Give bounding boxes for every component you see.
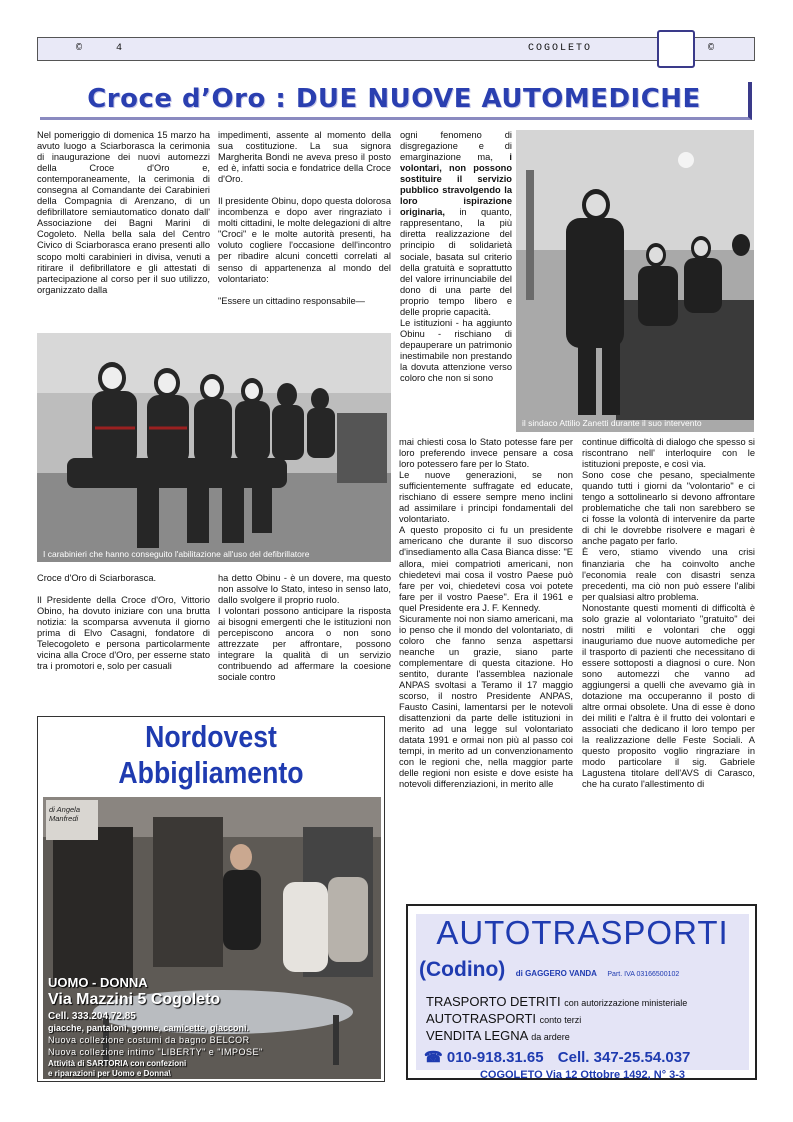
page-header [37, 37, 755, 61]
autotrasporti-advertisement [406, 904, 757, 1080]
service-legna-note: da ardere [531, 1032, 570, 1042]
ad-line-repairs: e riparazioni per Uomo e Donna\ [48, 1069, 171, 1078]
copyright-symbol-left: © [76, 43, 85, 54]
paragraph: Le nuove generazioni, se non sufficientemente suffragate ed educate, rischiano di essere sempre meno inclini ad assimilare i principi fondamentali del volontariato. [399, 470, 573, 525]
paragraph: ha detto Obinu - è un dovere, ma questo non assolve lo Stato, inteso in senso lato, dallo svolgere il proprio ruolo. [218, 573, 391, 606]
mayor-photo-caption: il sindaco Attilio Zanetti durante il suo intervento [522, 418, 702, 428]
service-detriti: TRASPORTO DETRITI [426, 994, 561, 1009]
nordovest-advertisement [37, 716, 385, 1082]
paragraph: Croce d'Oro di Sciarborasca. [37, 573, 157, 583]
ad-owner: di GAGGERO VANDA [515, 969, 597, 978]
page-number: 4 [116, 43, 125, 54]
ad-title-line1: Nordovest [145, 719, 277, 754]
ad-cell: Cell. 347-25.54.037 [557, 1049, 691, 1066]
section-name: COGOLETO [528, 43, 593, 54]
service-autotrasporti-note: conto terzi [539, 1015, 582, 1025]
column-1-top [37, 130, 210, 296]
ad-title-line2: Abbigliamento [118, 755, 304, 790]
paragraph: Nonostante questi momenti di difficoltà è solo grazie al volontariato "gratuito" dei nostri militi e volontari che oggi inauguriamo due nuove automediche per il trasporto di pazienti che necessitano di essere sottoposti a diagnosi o cure. Non sono automezzi che vanno ad aggiungersi a quelli che avevamo già in dotazione ma occuperanno il posto di altre ormai obsolete. Una di esse è dono dei militi e l'altra è il frutto dei volontari e associati che dedicano il loro tempo per la realizzazione delle Feste Sociali. A questo proposito voglio ringraziare in modo particolare il sig. Gabriele Lagustena titolare dell'AVS di Carasco, che ha curato l'allestimento di [582, 602, 755, 790]
ad-line-swimwear: Nuova collezione costumi da bagno BELCOR [48, 1035, 250, 1045]
service-autotrasporti: AUTOTRASPORTI [426, 1011, 537, 1026]
copyright-symbol-right: © [708, 43, 717, 54]
paragraph: Il Presidente della Croce d'Oro, Vittorio Obino, ha dovuto iniziare con una brutta notizia: la scomparsa avvenuta il giorno prima di Elvo Casagni, fondatore di Telecogoleto e persona particolarmente vicina alla Croce d'Oro, per esserne stato tra i promotori e, solo per casuali [37, 595, 210, 672]
ad-signature: di Angela Manfredi [49, 805, 80, 823]
paragraph: Sicuramente noi non siamo americani, ma io penso che il mondo del volontariato, di coloro che fanno senza aspettarsi neanche un grazie, siano parte complementare di questa citazione. Ho sentito, durante l'assemblea nazionale ANPAS svoltasi a Teramo il 17 maggio scorso, il nostro Presidente ANPAS, Fausto Casini, lamentarsi per le notevoli disattenzioni da parte delle istituzioni in merito ad una legge sul volontariato datata 1991 e ormai non più al passo coi tempi, in merito ad un convenzionamento con le regioni che, nella maggior parte delle regioni non esiste e dove esiste ha notevoli differenziazioni, in merito alle [399, 613, 573, 790]
mayor-photo [516, 130, 754, 432]
ad-panel [416, 914, 749, 1081]
ad-subtitle: (Codino) [419, 958, 506, 981]
carabinieri-photo-caption: I carabinieri che hanno conseguito l'abilitazione all'uso del defibrillatore [43, 549, 310, 559]
paragraph: continue difficoltà di dialogo che spesso si riscontrano nell' interloquire con le istituzioni preposte, e così via. [582, 437, 755, 470]
paragraph: Il presidente Obinu, dopo questa dolorosa incombenza e dopo aver ringraziato i molti cittadini, le molte delegazioni di altre "Croci" e le molte autorità presenti, ha voluto cogliere l'occasione dell'incontro per ribadire alcuni concetti correlati al senso di appartenenza al mondo del volontariato: [218, 196, 391, 284]
column-4-bottom [582, 437, 755, 791]
column-1-bottom [37, 573, 210, 672]
ad-vat: Part. IVA 03166500102 [607, 971, 680, 978]
service-detriti-note: con autorizzazione ministeriale [564, 998, 688, 1008]
article-title-banner [40, 82, 752, 120]
column-3-bottom [399, 437, 573, 791]
ad-line-phone: Cell. 333.204.72.85 [48, 1011, 136, 1022]
bold-quote: i volontari, non possono sostituire il servizio pubblico stravolgendo la loro ispirazione originaria, [400, 152, 512, 218]
article-title: Croce d’Oro : DUE NUOVE AUTOMEDICHE [87, 84, 701, 114]
paragraph: mai chiesti cosa lo Stato potesse fare per loro preferendo invece pensare a cosa loro potessero fare per lo Stato. [399, 437, 573, 470]
paragraph: Le istituzioni - ha aggiunto Obinu - rischiano di depauperare un patrimonio inestimabile non prestando la dovuta attenzione verso coloro che non si sono [400, 317, 512, 384]
paragraph: in quanto, rappresentano, la più diretta realizzazione del principio di solidarietà sociale, basata sul criterio della gratuità e soprattutto del valore irrinunciabile del dono di una parte del proprio tempo libero e delle proprie capacità. [400, 207, 512, 317]
ad-title: AUTOTRASPORTI [436, 914, 729, 951]
paragraph: I volontari possono anticipare la risposta ai bisogni emergenti che le istituzioni non percepiscono ancora o non sono attrezzate per affrontare, possono integrare la qualità di un servizio contribuendo ad affermare la coesione sociale contro [218, 606, 391, 683]
paragraph: Sono cose che pesano, specialmente quando tutti i giorni da "volontario" e ci tengo a sottolinearlo si devono affrontare problematiche che tali non sarebbero se ci fosse la volontà di intervenire da parte di chi le dovrebbe risolvere e magari è anche pagato per farlo. [582, 470, 755, 547]
paragraph: A questo proposito ci fu un presidente americano che durante il suo discorso d'insediamento alla Casa Bianca disse: "E allora, miei compatrioti americani, non chiedetevi mai cosa il vostro Paese può fare per voi, chiedetevi cosa voi potete fare per il vostro Paese". Era il 1961 e quel Presidente era J. F. Kennedy. [399, 525, 573, 613]
column-3-top [400, 130, 512, 384]
paragraph: Nel pomeriggio di domenica 15 marzo ha avuto luogo a Sciarborasca la cerimonia di inaugurazione dei nuovi automezzi della Croce d'Oro e, contemporaneamente, la cerimonia di consegna al Comandante dei Carabinieri della Compagnia di Arenzano, di un defibrillatore semiautomatico donato dall' Associazione dei Bagni Marini di Cogoleto. Nella bella sala del Centro Civico di Sciarborasca erano presenti allo scopo molti carabinieri in divisa, venuti a ritirare il defibrillatore e gli attestati di partecipazione al corso per il suo utilizzo, organizzato dalla [37, 130, 210, 295]
service-legna: VENDITA LEGNA [426, 1028, 528, 1043]
ad-line-underwear: Nuova collezione intimo "LIBERTY" e "IMPOSE" [48, 1047, 263, 1057]
carabinieri-photo [37, 333, 391, 562]
ad-line-address: Via Mazzini 5 Cogoleto [48, 991, 221, 1008]
mayor-photo-illustration [516, 130, 754, 432]
header-decoration-box [657, 30, 695, 68]
column-2-bottom [218, 573, 391, 683]
ad-line-gender: UOMO - DONNA [48, 975, 148, 990]
paragraph: ogni fenomeno di disgregazione e di emarginazione ma, [400, 130, 512, 163]
paragraph: impedimenti, assente al momento della sua costituzione. La sua signora Margherita Bondi ne aveva preso il posto ed è, infatti socia e fondatrice della Croce d'Oro. [218, 130, 391, 185]
paragraph: È vero, stiamo vivendo una crisi finanziaria che ha coinvolto anche l'economia reale con disastri senza precedenti, ma ciò non può essere l'alibi per qualsiasi altro problema. [582, 547, 755, 602]
ad-phone: 010-918.31.65 [446, 1049, 544, 1066]
ad-address: COGOLETO Via 12 Ottobre 1492, N° 3-3 [479, 1069, 686, 1081]
carabinieri-photo-illustration [37, 333, 391, 562]
paragraph: "Essere un cittadino responsabile— [218, 295, 365, 306]
ad-line-products: giacche, pantaloni, gonne, camicette, giacconi. [48, 1023, 250, 1033]
telephone-icon: ☎ [424, 1049, 443, 1066]
ad-line-tailoring: Attività di SARTORIA con confezioni [48, 1059, 187, 1068]
column-2-top [218, 130, 391, 307]
